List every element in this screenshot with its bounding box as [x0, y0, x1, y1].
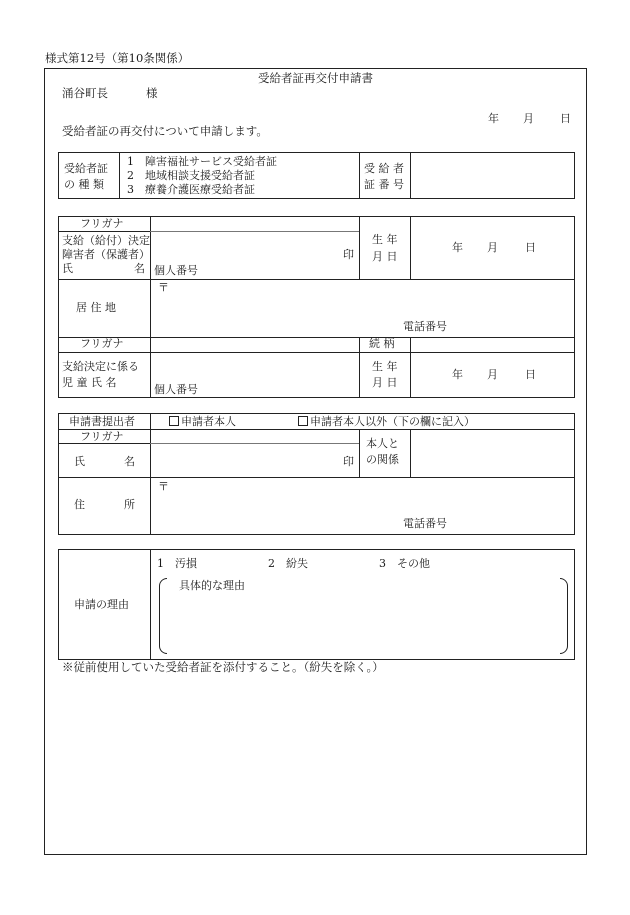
submitter-option-self[interactable]: 申請者本人 [169, 416, 236, 427]
cert-number-field[interactable] [411, 153, 574, 198]
addressee-name: 涌谷町長 [62, 86, 108, 100]
specific-reason-field[interactable] [170, 594, 555, 652]
submitter-option-other[interactable]: 申請者本人以外（下の欄に記入） [298, 416, 475, 427]
cert-type-label-1: 受給者証 [64, 162, 108, 175]
relation-label: 続 柄 [369, 337, 395, 350]
reason-option-3[interactable]: 3 その他 [379, 557, 430, 570]
submitter-relation-label-1: 本人と [366, 437, 399, 450]
reason-option-1[interactable]: 1 汚損 [157, 557, 197, 570]
furigana-label: フリガナ [80, 217, 124, 230]
reason-label: 申請の理由 [74, 598, 129, 611]
addressee-honorific: 様 [146, 86, 158, 100]
birth-day-label: 日 [525, 241, 536, 254]
applicant-personal-number-label: 個人番号 [154, 264, 198, 277]
cert-option-2-label[interactable]: 地域相談支援受給者証 [145, 169, 255, 182]
date-year-label: 年 [488, 112, 499, 125]
address-label: 居 住 地 [76, 301, 116, 314]
child-birth-month-label: 月 [487, 368, 498, 381]
form-number: 様式第12号（第10条関係） [45, 51, 190, 65]
checkbox-self[interactable] [169, 416, 179, 426]
birth-year-label: 年 [452, 241, 463, 254]
submitter-seal: 印 [343, 455, 354, 468]
submitter-name-label-a: 氏 [74, 455, 85, 468]
applicant-name-label-1: 支給（給付）決定 [62, 234, 150, 247]
cert-number-label-2: 証 番 号 [364, 178, 404, 191]
applicant-name-label-2: 障害者（保護者） [62, 248, 150, 261]
child-birth-label-1: 生 年 [372, 360, 398, 373]
cert-option-1-label[interactable]: 障害福祉サービス受給者証 [145, 155, 277, 168]
birth-month-label: 月 [487, 241, 498, 254]
child-furigana-label: フリガナ [80, 337, 124, 350]
child-birth-year-label: 年 [452, 368, 463, 381]
address-postal-mark: 〒 [158, 281, 169, 294]
submitter-label: 申請書提出者 [69, 415, 135, 428]
child-name-label-2: 児 童 氏 名 [62, 376, 117, 389]
date-month-label: 月 [523, 112, 534, 125]
cert-number-label-1: 受 給 者 [364, 162, 404, 175]
footnote: ※従前使用していた受給者証を添付すること。（紛失を除く。） [62, 660, 384, 674]
reason-bracket-left [159, 578, 167, 654]
cert-option-1-num: 1 [127, 155, 134, 168]
child-name-label-1: 支給決定に係る [62, 360, 139, 373]
submitter-postal-mark: 〒 [158, 480, 169, 493]
cert-option-3-num: 3 [127, 183, 134, 196]
date-day-label: 日 [560, 112, 571, 125]
cert-option-3-label[interactable]: 療養介護医療受給者証 [145, 183, 255, 196]
cert-option-2-num: 2 [127, 169, 134, 182]
submitter-name-field[interactable] [151, 444, 356, 476]
applicant-name-label-3a: 氏 [62, 262, 73, 275]
child-personal-number-label: 個人番号 [154, 383, 198, 396]
reason-option-2[interactable]: 2 紛失 [268, 557, 308, 570]
checkbox-other[interactable] [298, 416, 308, 426]
birth-label-2: 月 日 [372, 250, 398, 263]
intro-text: 受給者証の再交付について申請します。 [62, 124, 268, 138]
submitter-address-label-a: 住 [74, 498, 85, 511]
submitter-address-field[interactable] [151, 478, 574, 533]
applicant-seal: 印 [343, 248, 354, 261]
submitter-relation-label-2: の関係 [366, 453, 399, 466]
child-birth-day-label: 日 [525, 368, 536, 381]
applicant-name-label-3b: 名 [134, 262, 145, 275]
cert-type-label-2: の 種 類 [64, 178, 104, 191]
submitter-name-label-b: 名 [124, 455, 135, 468]
submitter-furigana-label: フリガナ [80, 430, 124, 443]
address-phone-label: 電話番号 [403, 320, 447, 333]
submitter-address-label-b: 所 [124, 498, 135, 511]
reason-bracket-right [560, 578, 568, 654]
child-birth-label-2: 月 日 [372, 376, 398, 389]
specific-reason-label: 具体的な理由 [179, 579, 245, 592]
submitter-phone-label: 電話番号 [403, 517, 447, 530]
birth-label-1: 生 年 [372, 233, 398, 246]
form-title: 受給者証再交付申請書 [258, 71, 373, 85]
address-field[interactable] [151, 279, 574, 334]
